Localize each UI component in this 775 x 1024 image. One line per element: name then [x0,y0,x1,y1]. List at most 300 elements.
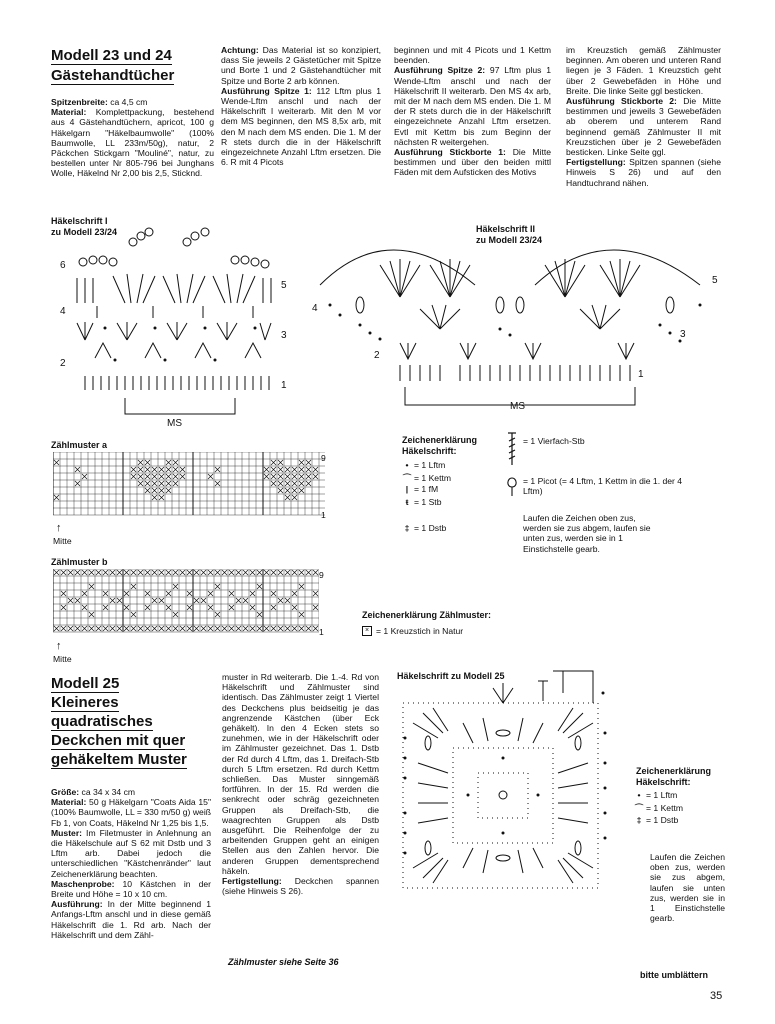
legend-text: = 1 Kettm [646,803,684,813]
cross-stitch [187,570,192,575]
zaehlmuster-a-top-number: 9 [321,453,326,463]
diagram1-row1 [85,376,269,390]
cross-stitch [299,612,304,617]
model-23-24-col3 [394,45,551,178]
diagram1-row6 [79,228,269,268]
cross-stitch [257,570,262,575]
row-number: 5 [281,280,287,291]
paragraph-label: Ausführung: [51,899,103,910]
cross-stitch [292,474,297,479]
cross-stitch [285,598,290,603]
cross-stitch [145,474,150,479]
cross-stitch [236,570,241,575]
cross-stitch [173,626,178,631]
cross-stitch [61,570,66,575]
paragraph [394,65,551,147]
cross-stitch [215,612,220,617]
cross-stitch [124,591,129,596]
model-23-24-col2 [221,45,381,167]
paragraph-text: muster in Rd weiterarb. Die 1.-4. Rd von Häkelschrift und Zählmuster sind identisch. Das Zählmuster zeigt 1 Viertel des Deckchens plus beidseitig je das angrenzende Kästchen (über Eck gehäkelt). In den 4 Ecken stets so zunehmen, wie in der Häkelschrift oder im Zählmuster gezeichnet. Das 1. Dstb der Rd durch 4 Lftm, das 1. Dreifach-Stb durch 5 Lftm ersetzen. Rd durch Kettm schließen. Das Muster sinngemäß fortführen. In der 15. Rd werden die senkrecht oder schräg gezeichneten Gruppen als Dreifach-Stb, die waagrechten Gruppen als Dstb ausgeführt. Die Reihenfolge der zu arbeitenden Gruppen geht an einigen Stellen aus den Zahlen hervor. Die anderen Gruppen dementsprechend häkeln. [222,672,379,876]
cross-stitch [285,570,290,575]
cross-stitch [173,612,178,617]
cross-stitch [278,481,283,486]
legend-text: = 1 Dstb [646,815,679,825]
treble-crochet-icon: ‡ [404,523,410,533]
row-number: 3 [680,329,686,340]
cross-stitch [313,570,318,575]
paragraph-text: Die Mitte bestimmen und jeweils 3 Gewebefäden ab oberem und unterem Rand beginnend gemäß Zählmuster II mit Kreuzstichen über je 2 Gewebefäden besticken. Linke Seite ggl. [566,96,721,158]
cross-stitch [138,626,143,631]
cross-stitch [313,474,318,479]
paragraph-label: Ausführung Stickborte 2: [566,96,677,107]
cross-stitch [306,467,311,472]
cross-stitch [138,570,143,575]
cross-stitch [152,488,157,493]
cross-stitch [285,495,290,500]
paragraph-label: Ausführung Stickborte 1: [394,147,506,158]
cross-stitch [229,570,234,575]
cross-stitch [173,481,178,486]
cross-stitch [278,626,283,631]
cross-stitch [271,467,276,472]
cross-stitch [278,570,283,575]
cross-stitch [180,570,185,575]
cross-stitch [229,591,234,596]
cross-stitch [159,626,164,631]
cross-stitch [264,467,269,472]
cross-stitch [75,467,80,472]
diagram2-arch [320,250,475,285]
cross-stitch [299,488,304,493]
cross-stitch [313,591,318,596]
cross-stitch [145,481,150,486]
model-25-title-line: quadratisches [51,713,153,730]
paragraph-label: Material: [51,107,87,118]
row-number: 2 [374,350,380,361]
model-25-col2 [222,672,379,896]
cross-stitch [292,591,297,596]
cross-stitch [89,626,94,631]
diagram2-row2 [400,343,634,359]
model-23-24-title [51,47,174,85]
cross-stitch [173,460,178,465]
cross-stitch [145,626,150,631]
cross-stitch [278,460,283,465]
cross-stitch [208,570,213,575]
cross-stitch [278,474,283,479]
cross-stitch [68,598,73,603]
paragraph-text: im Kreuzstich gemäß Zählmuster beginnen. Am oberen und unteren Rand liegen je 3 Fäden. 1 Kreuzstich geht über 2 Gewebefäden in Höhe und Breite. Die linke Seite ggl besticken. [566,45,721,96]
cross-stitch [299,626,304,631]
legend-item-kettm [400,472,451,484]
cross-stitch [257,612,262,617]
cross-stitch [173,467,178,472]
zaehlmuster-b-bottom-number: 1 [319,627,324,637]
diagram2-title-line2: zu Modell 23/24 [476,235,543,245]
cross-stitch [292,481,297,486]
cross-stitch [152,626,157,631]
cross-stitch [89,612,94,617]
paragraph-text: 112 Lftm plus 1 Wende-Lftm anschl und nach der Häkelschrift I weiterarb. Mit den M vor dem MS beginnen, den MS 8,5x arb, mit den M nach dem MS enden. Die 1. M der R stets durch die in der Häkelschrift eingezeichnete Anzahl Lftm ersetzen. Die 6. R mit 4 Picots [221,85,381,168]
legend1-title-line1: Zeichenerklärung [402,435,478,445]
cross-stitch [271,591,276,596]
cross-stitch [194,570,199,575]
cross-stitch [292,626,297,631]
cross-stitch [187,591,192,596]
row-number: 4 [312,303,318,314]
cross-stitch [124,605,129,610]
paragraph [51,107,214,178]
paragraph [394,147,551,178]
model-25-title-line: gehäkeltem Muster [51,751,187,768]
legend-item-stb [400,497,441,507]
cross-stitch [131,584,136,589]
model-25-col1 [51,787,211,940]
model-23-24-title-line2: Gästehandtücher [51,67,175,84]
cross-stitch [215,481,220,486]
zaehlmuster-a-title: Zählmuster a [51,440,108,450]
cross-stitch [173,570,178,575]
cross-stitch [138,467,143,472]
cross-stitch [180,626,185,631]
cross-stitch [159,570,164,575]
cross-stitch [285,626,290,631]
legend2-item-kettm [632,802,683,814]
diagram1-row2 [95,343,261,358]
cross-stitch [285,481,290,486]
cross-stitch [243,598,248,603]
cross-stitch [68,626,73,631]
page-number: 35 [710,990,723,1002]
cross-stitch [124,570,129,575]
diagram1-ms-bracket [125,398,235,414]
paragraph [51,797,211,828]
cross-stitch [264,626,269,631]
paragraph-label: Spitzenbreite: [51,97,108,107]
diagram3-title: Häkelschrift zu Modell 25 [397,671,505,681]
cross-stitch [285,474,290,479]
model-25-title [51,675,187,769]
cross-stitch [89,570,94,575]
paragraph-label: Muster: [51,827,83,838]
paragraph [222,876,379,896]
cross-stitch [166,474,171,479]
cross-stitch [75,626,80,631]
cross-stitch [89,584,94,589]
zaehlmuster-b-grid [53,569,319,637]
cross-stitch [208,591,213,596]
diagram2-leaves [356,297,674,313]
cross-stitch [117,598,122,603]
cross-stitch [166,605,171,610]
cross-stitch [187,605,192,610]
legend-text: = 1 Stb [414,497,442,507]
cross-stitch [61,626,66,631]
cross-stitch [278,467,283,472]
cross-stitch [103,570,108,575]
legend-picot: = 1 Picot (= 4 Lftm, 1 Kettm in die 1. der 4 Lftm) [523,476,683,497]
paragraph [566,45,721,96]
cross-stitch [313,626,318,631]
zaehlmuster-b-top-number: 9 [319,570,324,580]
cross-stitch [173,584,178,589]
cross-stitch [215,570,220,575]
cross-stitch [96,570,101,575]
cross-stitch [61,591,66,596]
paragraph-text: 50 g Häkelgarn "Coats Aida 15" (100% Baumwolle, LL = 330 m/50 g) weiß Fb 1, von Coats, Häkelnd Nr 1,25 bis 1,5. [51,797,211,828]
crochet-diagram-2 [300,225,740,420]
paragraph [51,828,211,879]
paragraph-text: ca 34 x 34 cm [79,787,136,797]
zaehlmuster-b-mitte: Mitte [53,654,72,664]
zaehlmuster-a-mitte: Mitte [53,536,72,546]
legend-text: = 1 Kettm [414,473,452,483]
cross-stitch [159,467,164,472]
cross-stitch [145,591,150,596]
cross-stitch [54,626,59,631]
cross-stitch [166,488,171,493]
cross-stitch [187,626,192,631]
legend2-note: Laufen die Zeichen oben zus, werden sie zus abgem, laufen sie unten zus, werden sie in 1 Einstichstelle gearb. [650,852,725,924]
cross-stitch [222,626,227,631]
row-number: 1 [281,380,287,391]
cross-stitch [299,460,304,465]
cross-stitch [271,570,276,575]
cross-stitch [61,605,66,610]
double-crochet-icon: ŧ [405,497,409,507]
cross-stitch [75,481,80,486]
cross-stitch [54,570,59,575]
diagram1-title-line1: Häkelschrift I [51,216,108,226]
cross-stitch [131,570,136,575]
model-25-title-line: Kleineres [51,694,119,711]
cross-stitch [250,570,255,575]
paragraph-text: Die Mitte bestimmen und über den beiden mittl Fäden mit dem Aufsticken des Motivs [394,147,551,178]
paragraph-text: Das Material ist so konzipiert, dass Sie jeweils 2 Gästetücher mit Spitze und Borte 1 und 2 Gästehandtücher mit Spitze und Borte 2 arb können. [221,45,381,86]
cross-stitch [285,488,290,493]
cross-stitch [110,570,115,575]
legend1-title [402,435,477,457]
cross-stitch [54,495,59,500]
cross-stitch [299,570,304,575]
cross-stitch [145,570,150,575]
cross-stitch [82,626,87,631]
cross-stitch [145,605,150,610]
paragraph-text: 10 Kästchen in der Breite und Höhe = 10 x 10 cm. [51,878,211,900]
diagram3-corner-marker [538,671,593,703]
cross-stitch [306,626,311,631]
cross-stitch [194,626,199,631]
arrow-up-icon: ↑ [56,640,62,652]
legend2-item-dstb [632,815,678,825]
paragraph [221,86,381,168]
cross-stitch [299,481,304,486]
paragraph-label: Fertigstellung: [222,876,282,887]
ms-label: MS [167,418,182,429]
cross-stitch [82,591,87,596]
cross-stitch [264,474,269,479]
paragraph [51,787,211,797]
cross-stitch [117,626,122,631]
paragraph-label: Achtung: [221,45,259,55]
cross-stitch [124,626,129,631]
cross-stitch [159,488,164,493]
diagram1-row4 [97,306,253,318]
cross-stitch [250,605,255,610]
zaehlmuster-a-grid [53,452,325,522]
cross-stitch [278,598,283,603]
legend-zaehl-title: Zeichenerklärung Zählmuster: [362,610,492,620]
legend-vierfach: = 1 Vierfach-Stb [523,436,585,446]
cross-stitch [103,591,108,596]
cross-stitch [313,467,318,472]
model-25-title-line: Modell 25 [51,675,120,692]
cross-stitch [117,570,122,575]
model-25-title-line: Deckchen mit quer [51,732,186,749]
cross-stitch [166,626,171,631]
legend2-title-line1: Zeichenerklärung [636,766,712,776]
cross-stitch [201,626,206,631]
legend-item-lftm [400,460,445,470]
paragraph [222,672,379,876]
legend2-item-lftm [632,790,677,800]
cross-stitch [152,495,157,500]
cross-stitch [152,467,157,472]
cross-stitch [166,591,171,596]
paragraph [221,45,381,86]
diagram1-title-line2: zu Modell 23/24 [51,227,118,237]
cross-stitch [145,460,150,465]
legend-text: = 1 Lftm [414,460,446,470]
cross-stitch [201,570,206,575]
cross-stitch-icon: × [362,626,372,636]
cross-stitch [194,598,199,603]
model-23-24-col4 [566,45,721,188]
paragraph [394,45,551,65]
legend2-title-line2: Häkelschrift: [636,777,691,787]
cross-stitch [159,481,164,486]
paragraph-label: Material: [51,797,87,808]
cross-stitch [166,460,171,465]
cross-stitch [103,626,108,631]
diagram2-row4 [380,259,640,297]
cross-stitch [208,626,213,631]
cross-stitch [292,488,297,493]
cross-stitch [313,605,318,610]
ms-label: MS [510,401,525,412]
cross-stitch [131,612,136,617]
cross-stitch [166,481,171,486]
cross-stitch [271,605,276,610]
cross-stitch [131,474,136,479]
diagram2-row1 [400,365,630,381]
row-number: 6 [60,260,66,271]
cross-stitch [285,467,290,472]
paragraph [51,879,211,899]
cross-stitch [152,474,157,479]
cross-stitch [180,474,185,479]
legend-text: = 1 Lftm [646,790,678,800]
legend-text: = 1 Kreuzstich in Natur [376,626,464,636]
cross-stitch [54,460,59,465]
legend1-note: Laufen die Zeichen oben zus, werden sie zus abgem, laufen sie unten zus, werden sie in 1 Einstichstelle gearb. [523,513,651,554]
cross-stitch [208,605,213,610]
cross-stitch [166,570,171,575]
cross-stitch [152,481,157,486]
slip-stitch-icon: ⌒ [402,473,412,483]
zaehlmuster-a-bottom-number: 1 [321,510,326,520]
cross-stitch [236,598,241,603]
legend-item-fm [400,484,438,494]
cross-stitch [145,488,150,493]
cross-stitch [138,460,143,465]
continue-note: bitte umblättern [640,970,709,980]
dot-icon: • [405,460,409,470]
zaehlmuster-reference: Zählmuster siehe Seite 36 [228,957,339,967]
legend-text: = 1 Dstb [414,523,447,533]
cross-stitch [110,598,115,603]
paragraph [51,899,211,940]
cross-stitch [292,605,297,610]
cross-stitch [306,570,311,575]
paragraph-text: beginnen und mit 4 Picots und 1 Kettm beenden. [394,45,551,66]
cross-stitch [131,626,136,631]
cross-stitch [243,570,248,575]
cross-stitch [131,467,136,472]
cross-stitch [208,474,213,479]
paragraph-text: In der Mitte beginnend 1 Anfangs-Lftm anschl und in diese gemäß Häkelschrift die 1. Rd arb. Nach der Häkelschrift und dem Zähl- [51,899,211,940]
paragraph [51,97,214,107]
cross-stitch [82,605,87,610]
legend-zaehl-item [362,626,463,636]
cross-stitch [103,605,108,610]
legend1-title-line2: Häkelschrift: [402,446,457,456]
cross-stitch [201,598,206,603]
cross-stitch [222,570,227,575]
cross-stitch [271,460,276,465]
cross-stitch [292,570,297,575]
cross-stitch [257,584,262,589]
cross-stitch [236,626,241,631]
cross-stitch [306,481,311,486]
row-number: 4 [60,306,66,317]
cross-stitch [82,474,87,479]
dot-icon: • [637,790,641,800]
paragraph-text: 97 Lftm plus 1 Wende-Lftm anschl und nach der Häkelschrift II weiterarb. Den MS 4x arb, mit der M nach dem MS enden. Die 1. M der R stets durch die in der Häkelschrift eingezeichnete Anzahl Lftm ersetzen. Evtl mit Kettm bis zum Beginn der nächsten R weitergehen. [394,65,551,147]
diagram3-fans [413,683,593,883]
picot-icon [506,477,518,497]
legend-text: = 1 fM [414,484,439,494]
cross-stitch [299,474,304,479]
diagram2-title-line1: Häkelschrift II [476,224,536,234]
model-23-24-col1 [51,97,214,179]
cross-stitch [299,584,304,589]
paragraph-text: Deckchen spannen (siehe Hinweis S 26). [222,876,379,897]
paragraph-label: Fertigstellung: [566,157,626,168]
crochet-diagram-3 [393,663,618,893]
cross-stitch [271,626,276,631]
cross-stitch [264,570,269,575]
cross-stitch [243,626,248,631]
zaehlmuster-b-title: Zählmuster b [51,557,108,567]
slip-stitch-icon: ⌒ [634,803,644,813]
treble-crochet-icon: ‡ [636,815,642,825]
cross-stitch [152,598,157,603]
cross-stitch [278,488,283,493]
cross-stitch [215,467,220,472]
cross-stitch [138,481,143,486]
row-number: 5 [712,275,718,286]
